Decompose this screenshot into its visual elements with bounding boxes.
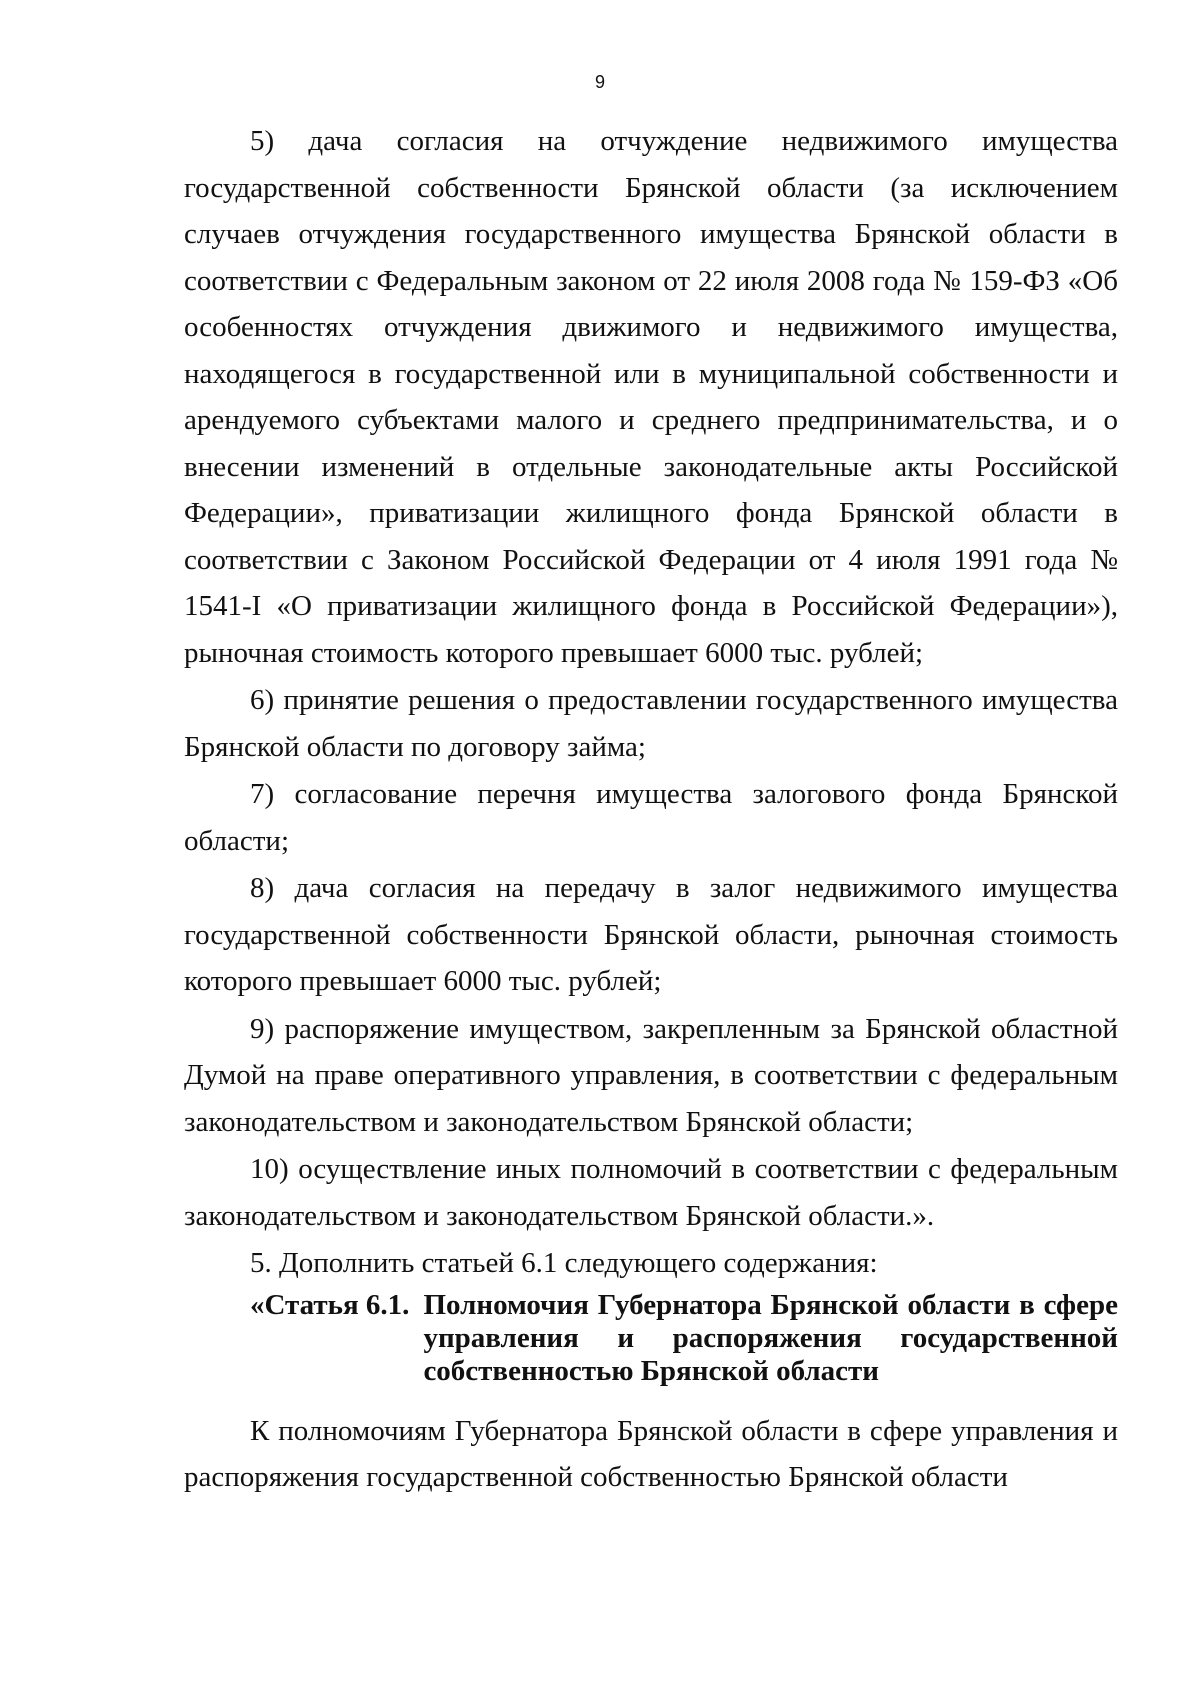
paragraph-item-7: 7) согласование перечня имущества залогового фонда Брянской области; bbox=[184, 778, 1118, 857]
article-title: Полномочия Губернатора Брянской области в сфере управления и распоряжения государственной собственностью Брянской области bbox=[423, 1288, 1118, 1387]
article-heading bbox=[184, 1289, 1118, 1388]
paragraph-amendment-5: 5. Дополнить статьей 6.1 следующего содержания: bbox=[250, 1247, 878, 1279]
document-body bbox=[184, 118, 1118, 1501]
page-number: 9 bbox=[594, 72, 605, 92]
paragraph-item-6: 6) принятие решения о предоставлении государственного имущества Брянской области по договору займа; bbox=[184, 684, 1118, 763]
paragraph-item-5: 5) дача согласия на отчуждение недвижимого имущества государственной собственности Брянской области (за исключением случаев отчуждения государственного имущества Брянской области в соответствии с Федеральным законом от 22 июля 2008 года № 159-ФЗ «Об особенностях отчуждения движимого и недвижимого имущества, находящегося в государственной или в муниципальной собственности и арендуемого субъектами малого и среднего предпринимательства, и о внесении изменений в отдельные законодательные акты Российской Федерации», приватизации жилищного фонда Брянской области в соответствии с Законом Российской Федерации от 4 июля 1991 года № 1541-I «О приватизации жилищного фонда в Российской Федерации»), рыночная стоимость которого превышает 6000 тыс. рублей; bbox=[184, 125, 1118, 669]
paragraph-item-8: 8) дача согласия на передачу в залог недвижимого имущества государственной собственности Брянской области, рыночная стоимость которого превышает 6000 тыс. рублей; bbox=[184, 872, 1118, 997]
article-number: «Статья 6.1. bbox=[250, 1288, 410, 1321]
paragraph-item-10: 10) осуществление иных полномочий в соответствии с федеральным законодательством и законодательством Брянской области.». bbox=[184, 1153, 1118, 1232]
closing-paragraph: К полномочиям Губернатора Брянской области в сфере управления и распоряжения государственной собственностью Брянской области bbox=[184, 1414, 1118, 1493]
paragraph-item-9: 9) распоряжение имуществом, закрепленным за Брянской областной Думой на праве оперативного управления, в соответствии с федеральным законодательством и законодательством Брянской области; bbox=[184, 1012, 1118, 1138]
